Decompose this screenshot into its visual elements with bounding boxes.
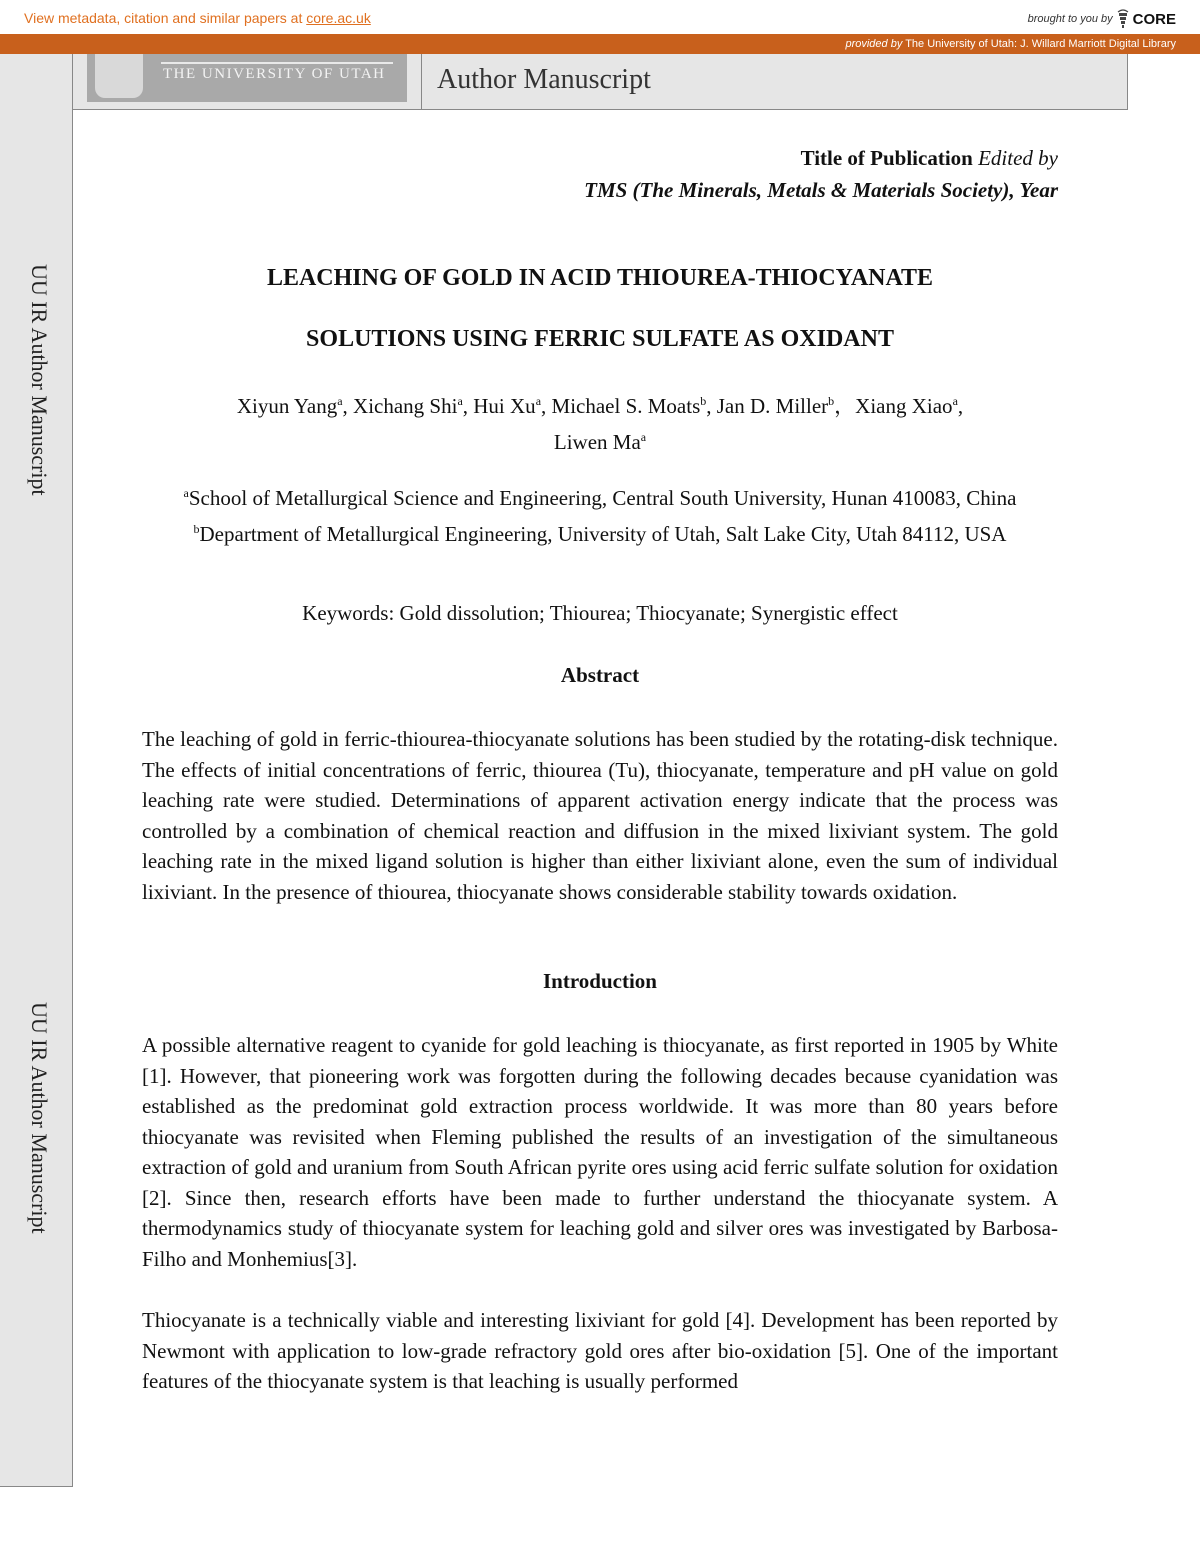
publication-info [142, 142, 1058, 206]
provided-by-bar [0, 34, 1200, 54]
core-metadata-text [24, 10, 371, 26]
abstract-text: The leaching of gold in ferric-thiourea-thiocyanate solutions has been studied by the rotating-disk technique. The effects of initial concentrations of ferric, thiourea (Tu), thiocyanate, temperature and pH value on gold leaching rate were studied. Determinations of apparent activation energy indicate that the process was controlled by a combination of chemical reaction and diffusion in the mixed lixiviant system. The gold leaching rate in the mixed ligand solution is higher than either lixiviant alone, even the sum of individual lixiviant. In the presence of thiourea, thiocyanate shows considerable stability towards oxidation. [142, 727, 1058, 904]
author: Michael S. Moats$^b$, [551, 394, 717, 418]
abstract-heading: Abstract [560, 663, 640, 687]
side-label-bottom: UU IR Author Manuscript [27, 1002, 52, 1234]
university-logo [87, 54, 407, 102]
header-divider [421, 54, 422, 109]
core-banner [0, 0, 1200, 34]
introduction-paragraph-2: Thiocyanate is a technically viable and interesting lixiviant for gold [4]. Development has been reported by Newmont with application to low-grade refractory gold ores after bio-oxidation [5]. One of the important features of the thiocyanate system is that leaching is usually performed [142, 1308, 1058, 1393]
author: Hui Xu$^a$, [473, 394, 552, 418]
author-list [142, 386, 1058, 458]
affiliation-list [142, 478, 1058, 550]
edited-by-label: Edited by [978, 146, 1058, 170]
author: Liwen Ma$^a$ [553, 430, 647, 454]
author: Xiang Xiao$^a$, [855, 394, 964, 418]
core-logo-text: CORE [1132, 10, 1176, 28]
author: Xiyun Yang$^a$, [236, 394, 354, 418]
affiliation-b: $^b$Department of Metallurgical Engineering, University of Utah, Salt Lake City, Utah 84112, USA [193, 522, 1007, 546]
core-brand[interactable] [1028, 9, 1176, 29]
author: Jan D. Miller$^b$， [716, 394, 856, 418]
core-metadata-label: View metadata, citation and similar papers at [24, 10, 307, 26]
paper-title-line1: LEACHING OF GOLD IN ACID THIOUREA-THIOCYANATE [266, 265, 934, 291]
provided-by-source[interactable]: The University of Utah: J. Willard Marriott Digital Library [905, 38, 1176, 50]
introduction-heading: Introduction [543, 969, 657, 993]
publisher-line: TMS (The Minerals, Metals & Materials Society), Year [584, 178, 1058, 202]
publication-title-label: Title of Publication [800, 146, 973, 170]
core-link[interactable]: core.ac.uk [306, 10, 371, 26]
brought-by-text: brought to you by [1027, 13, 1113, 25]
affiliation-a: $^a$School of Metallurgical Science and Engineering, Central South University, Hunan 410083, China [183, 486, 1017, 510]
keywords: Keywords: Gold dissolution; Thiourea; Thiocyanate; Synergistic effect [302, 601, 898, 625]
paper-title [142, 248, 1058, 370]
repository-header [72, 54, 1128, 110]
side-strip [0, 54, 73, 1487]
university-shield-icon [95, 54, 143, 98]
side-label-top: UU IR Author Manuscript [27, 264, 52, 496]
logo-text: THE UNIVERSITY OF UTAH [163, 66, 386, 82]
introduction-paragraph-1: A possible alternative reagent to cyanide for gold leaching is thiocyanate, as first reported in 1905 by White [1]. However, that pioneering work was forgotten during the following decades because cyanidation was established as the predominat gold extraction process worldwide. It was more than 80 years before thiocyanate was revisited when Fleming published the results of an investigation of the simultaneous extraction of gold and uranium from South African pyrite ores using acid ferric sulfate solution for oxidation [2]. Since then, research efforts have been made to further understand the thiocyanate system. A thermodynamics study of thiocyanate system for leaching gold and silver ores was investigated by Barbosa-Filho and Monhemius[3]. [142, 1033, 1058, 1271]
provided-by-label: provided by [845, 38, 903, 50]
paper-title-line2: SOLUTIONS USING FERRIC SULFATE AS OXIDANT [306, 326, 894, 352]
author-manuscript-label: Author Manuscript [437, 64, 651, 95]
author: Xichang Shi$^a$, [353, 394, 474, 418]
core-logo-icon [1117, 9, 1129, 29]
logo-divider [161, 62, 393, 64]
